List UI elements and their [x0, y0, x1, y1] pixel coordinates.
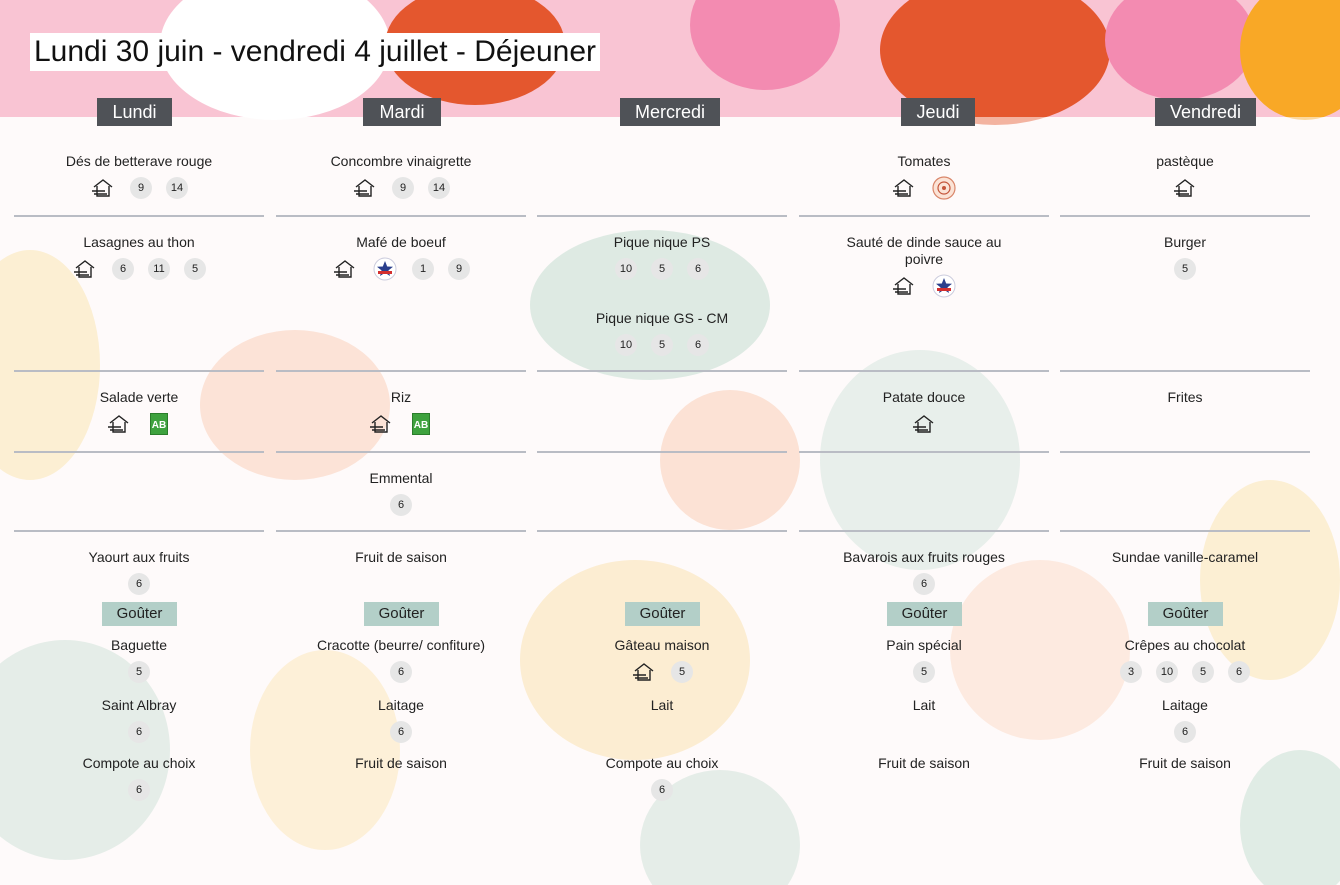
allergen-badge: 6 [390, 721, 412, 743]
allergen-badge: 5 [1192, 661, 1214, 683]
row-separator [14, 215, 264, 217]
row-separator [276, 215, 526, 217]
homemade-house-icon [368, 413, 394, 435]
gouter-label-mardi: Goûter [364, 602, 439, 626]
homemade-house-icon [911, 413, 937, 435]
dish-labels [1070, 721, 1300, 743]
organic-ab-label-icon [146, 413, 172, 435]
menu-item-jeudi-gouter-1 [809, 637, 1039, 683]
menu-item-jeudi-accompagnement [809, 389, 1039, 435]
menu-item-jeudi-gouter-2 [809, 697, 1039, 714]
menu-item-mardi-entree [286, 153, 516, 199]
dish-labels [286, 258, 516, 280]
homemade-house-icon [332, 258, 358, 280]
dish-name: Mafé de boeuf [356, 234, 446, 250]
dish-name: Tomates [897, 153, 951, 169]
homemade-house-icon [631, 661, 657, 683]
dish-name: Lait [650, 697, 674, 713]
organic-ab-label-icon [408, 413, 434, 435]
origin-france-logo-icon [372, 258, 398, 280]
dish-labels [809, 573, 1039, 595]
allergen-badge: 14 [428, 177, 450, 199]
allergen-badge: 9 [448, 258, 470, 280]
menu-item-mardi-gouter-3 [286, 755, 516, 772]
dish-name: Salade verte [99, 389, 179, 405]
row-separator [1060, 451, 1310, 453]
menu-item-jeudi-dessert [809, 549, 1039, 595]
day-header-jeudi: Jeudi [901, 98, 975, 126]
label-rouge-logo-icon [931, 177, 957, 199]
day-header-mercredi: Mercredi [620, 98, 720, 126]
dish-name: Pique nique PS [613, 234, 711, 250]
allergen-badge: 5 [651, 334, 673, 356]
dish-name: Crêpes au chocolat [1124, 637, 1246, 653]
row-separator [537, 451, 787, 453]
dish-name: Gâteau maison [614, 637, 710, 653]
dish-labels [547, 258, 777, 280]
menu-item-vendredi-plat [1070, 234, 1300, 280]
allergen-badge: 5 [128, 661, 150, 683]
menu-item-jeudi-gouter-3 [809, 755, 1039, 772]
menu-item-mardi-gouter-2 [286, 697, 516, 743]
row-separator [799, 530, 1049, 532]
dish-name: Saint Albray [101, 697, 177, 713]
dish-name: Pain spécial [886, 637, 962, 653]
menu-item-vendredi-entree [1070, 153, 1300, 199]
dish-labels [1070, 177, 1300, 199]
dish-name: Lasagnes au thon [83, 234, 195, 250]
row-separator [14, 451, 264, 453]
menu-item-lundi-gouter-1 [24, 637, 254, 683]
allergen-badge: 6 [112, 258, 134, 280]
homemade-house-icon [72, 258, 98, 280]
dish-labels [809, 177, 1039, 199]
dish-labels [24, 177, 254, 199]
allergen-badge: 6 [390, 494, 412, 516]
dish-labels [24, 573, 254, 595]
menu-item-mardi-accompagnement [286, 389, 516, 435]
homemade-house-icon [352, 177, 378, 199]
dish-name: Frites [1167, 389, 1203, 405]
gouter-label-jeudi: Goûter [887, 602, 962, 626]
dish-name: Patate douce [882, 389, 966, 405]
dish-labels [24, 779, 254, 801]
menu-item-lundi-dessert [24, 549, 254, 595]
dish-name: Baguette [110, 637, 168, 653]
dish-name: Fruit de saison [1139, 755, 1231, 771]
menu-item-lundi-gouter-3 [24, 755, 254, 801]
dish-name: Sauté de dinde sauce au poivre [846, 234, 1002, 267]
menu-item-mercredi-gouter-1 [547, 637, 777, 683]
menu-item-vendredi-accompagnement [1070, 389, 1300, 406]
row-separator [1060, 215, 1310, 217]
page-title: Lundi 30 juin - vendredi 4 juillet - Déjeuner [30, 33, 600, 71]
dish-labels [24, 661, 254, 683]
allergen-badge: 5 [651, 258, 673, 280]
allergen-badge: 5 [1174, 258, 1196, 280]
row-separator [1060, 530, 1310, 532]
dish-labels [809, 413, 1039, 435]
homemade-house-icon [90, 177, 116, 199]
menu-item-vendredi-gouter-1 [1070, 637, 1300, 683]
allergen-badge: 10 [615, 334, 637, 356]
row-separator [537, 215, 787, 217]
row-separator [276, 451, 526, 453]
menu-item-mardi-fromage [286, 470, 516, 516]
menu-item-mardi-dessert [286, 549, 516, 566]
homemade-house-icon [891, 275, 917, 297]
day-header-lundi: Lundi [97, 98, 172, 126]
day-header-vendredi: Vendredi [1155, 98, 1256, 126]
dish-labels [24, 721, 254, 743]
menu-item-mercredi-gouter-3 [547, 755, 777, 801]
allergen-badge: 6 [913, 573, 935, 595]
dish-name: Riz [390, 389, 412, 405]
day-header-mardi: Mardi [363, 98, 441, 126]
dish-labels [1070, 258, 1300, 280]
menu-item-jeudi-entree [809, 153, 1039, 199]
svg-text:AB: AB [413, 420, 429, 431]
dish-name: Fruit de saison [355, 549, 447, 565]
menu-item-lundi-accompagnement [24, 389, 254, 435]
homemade-house-icon [1172, 177, 1198, 199]
menu-item-mardi-gouter-1 [286, 637, 516, 683]
allergen-badge: 6 [128, 573, 150, 595]
dish-labels [24, 413, 254, 435]
dish-labels [547, 334, 777, 356]
menu-item-lundi-entree [24, 153, 254, 199]
allergen-badge: 1 [412, 258, 434, 280]
dish-name: Cracotte (beurre/ confiture) [316, 637, 486, 653]
dish-name: Bavarois aux fruits rouges [843, 549, 1005, 565]
row-separator [276, 530, 526, 532]
dish-name: pastèque [1156, 153, 1214, 169]
dish-name: Fruit de saison [878, 755, 970, 771]
dish-name: Fruit de saison [355, 755, 447, 771]
dish-name: Laitage [1162, 697, 1208, 713]
svg-text:AB: AB [151, 420, 167, 431]
dish-labels [1070, 661, 1300, 683]
dish-name: Sundae vanille-caramel [1111, 549, 1259, 565]
dish-name: Dés de betterave rouge [65, 153, 213, 169]
dish-labels [547, 779, 777, 801]
allergen-badge: 6 [128, 779, 150, 801]
gouter-label-vendredi: Goûter [1148, 602, 1223, 626]
dish-name: Laitage [378, 697, 424, 713]
dish-name: Pique nique GS - CM [595, 310, 729, 326]
allergen-badge: 5 [184, 258, 206, 280]
dish-name: Yaourt aux fruits [88, 549, 190, 565]
row-separator [14, 370, 264, 372]
menu-item-mercredi-plat2 [547, 310, 777, 356]
allergen-badge: 6 [128, 721, 150, 743]
menu-item-lundi-gouter-2 [24, 697, 254, 743]
menu-item-mercredi-gouter-2 [547, 697, 777, 714]
menu-item-lundi-plat [24, 234, 254, 280]
allergen-badge: 6 [1228, 661, 1250, 683]
dish-name: Compote au choix [605, 755, 719, 771]
homemade-house-icon [106, 413, 132, 435]
gouter-label-lundi: Goûter [102, 602, 177, 626]
dish-labels [24, 258, 254, 280]
row-separator [537, 530, 787, 532]
allergen-badge: 5 [913, 661, 935, 683]
allergen-badge: 6 [390, 661, 412, 683]
row-separator [1060, 370, 1310, 372]
row-separator [799, 451, 1049, 453]
dish-name: Lait [912, 697, 936, 713]
row-separator [799, 370, 1049, 372]
allergen-badge: 14 [166, 177, 188, 199]
allergen-badge: 6 [651, 779, 673, 801]
dish-labels [809, 661, 1039, 683]
row-separator [537, 370, 787, 372]
dish-labels [286, 413, 516, 435]
menu-item-mercredi-plat1 [547, 234, 777, 280]
dish-name: Emmental [369, 470, 433, 486]
allergen-badge: 5 [671, 661, 693, 683]
allergen-badge: 6 [1174, 721, 1196, 743]
allergen-badge: 9 [130, 177, 152, 199]
menu-item-mardi-plat [286, 234, 516, 280]
row-separator [276, 370, 526, 372]
dish-name: Burger [1163, 234, 1207, 250]
allergen-badge: 9 [392, 177, 414, 199]
menu-item-jeudi-plat [834, 234, 1014, 297]
dish-labels [286, 177, 516, 199]
dish-labels [286, 661, 516, 683]
menu-item-vendredi-gouter-2 [1070, 697, 1300, 743]
allergen-badge: 10 [615, 258, 637, 280]
menu-item-vendredi-dessert [1070, 549, 1300, 566]
row-separator [14, 530, 264, 532]
allergen-badge: 11 [148, 258, 170, 280]
dish-name: Compote au choix [82, 755, 196, 771]
allergen-badge: 3 [1120, 661, 1142, 683]
dish-labels [286, 494, 516, 516]
dish-labels [834, 275, 1014, 297]
allergen-badge: 6 [687, 334, 709, 356]
allergen-badge: 6 [687, 258, 709, 280]
row-separator [799, 215, 1049, 217]
menu-item-vendredi-gouter-3 [1070, 755, 1300, 772]
origin-france-logo-icon [931, 275, 957, 297]
dish-labels [286, 721, 516, 743]
gouter-label-mercredi: Goûter [625, 602, 700, 626]
dish-labels [547, 661, 777, 683]
homemade-house-icon [891, 177, 917, 199]
allergen-badge: 10 [1156, 661, 1178, 683]
dish-name: Concombre vinaigrette [330, 153, 472, 169]
